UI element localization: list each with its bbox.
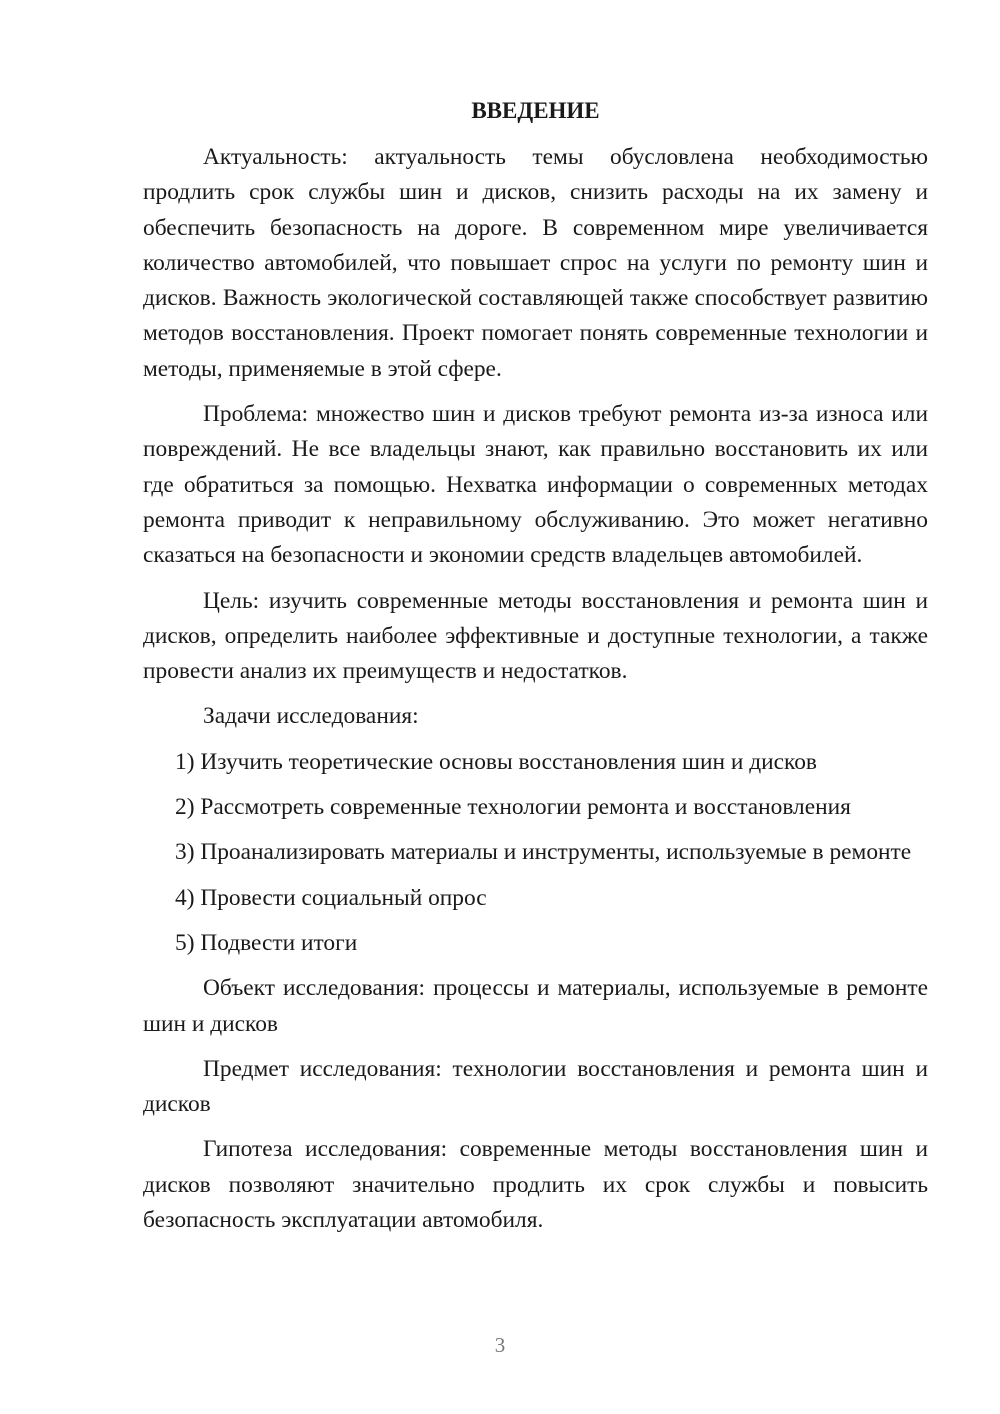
paragraph-hypothesis: Гипотеза исследования: современные методы восстановления шин и дисков позволяют значительно продлить их срок службы и повысить безопасность эксплуатации автомобиля. <box>143 1136 928 1234</box>
document-page <box>143 93 928 1248</box>
paragraph-object: Объект исследования: процессы и материалы, используемые в ремонте шин и дисков <box>143 975 928 1037</box>
paragraph-subject: Предмет исследования: технологии восстановления и ремонта шин и дисков <box>143 1055 928 1118</box>
tasks-heading: Задачи исследования: <box>203 703 419 730</box>
paragraph-relevance: Актуальность: актуальность темы обусловлена необходимостью продлить срок службы шин и дисков, снизить расходы на их замену и обеспечить безопасность на дороге. В современном мире увеличивается количество автомобилей, что повышает спрос на услуги по ремонту шин и дисков. Важность экологической составляющей также способствует развитию методов восстановления. Проект помогает понять современные технологии и методы, применяемые в этой сфере. <box>143 144 928 382</box>
task-item-1: 1) Изучить теоретические основы восстановления шин и дисков <box>175 748 817 775</box>
task-item-3: 3) Проанализировать материалы и инструменты, используемые в ремонте <box>175 839 912 866</box>
task-item-4: 4) Провести социальный опрос <box>175 884 487 911</box>
paragraph-problem: Проблема: множество шин и дисков требуют ремонта из-за износа или повреждений. Не все владельцы знают, как правильно восстановить их или где обратиться за помощью. Нехватка информации о современных методах ремонта приводит к неправильному обслуживанию. Это может негативно сказаться на безопасности и экономии средств владельцев автомобилей. <box>143 401 928 569</box>
page-number: 3 <box>494 1333 506 1357</box>
task-item-2: 2) Рассмотреть современные технологии ремонта и восстановления <box>175 794 851 821</box>
paragraph-goal: Цель: изучить современные методы восстановления и ремонта шин и дисков, определить наиболее эффективные и доступные технологии, а также провести анализ их преимуществ и недостатков. <box>143 587 928 685</box>
task-item-5: 5) Подвести итоги <box>175 929 358 956</box>
page-title: ВВЕДЕНИЕ <box>471 98 600 123</box>
